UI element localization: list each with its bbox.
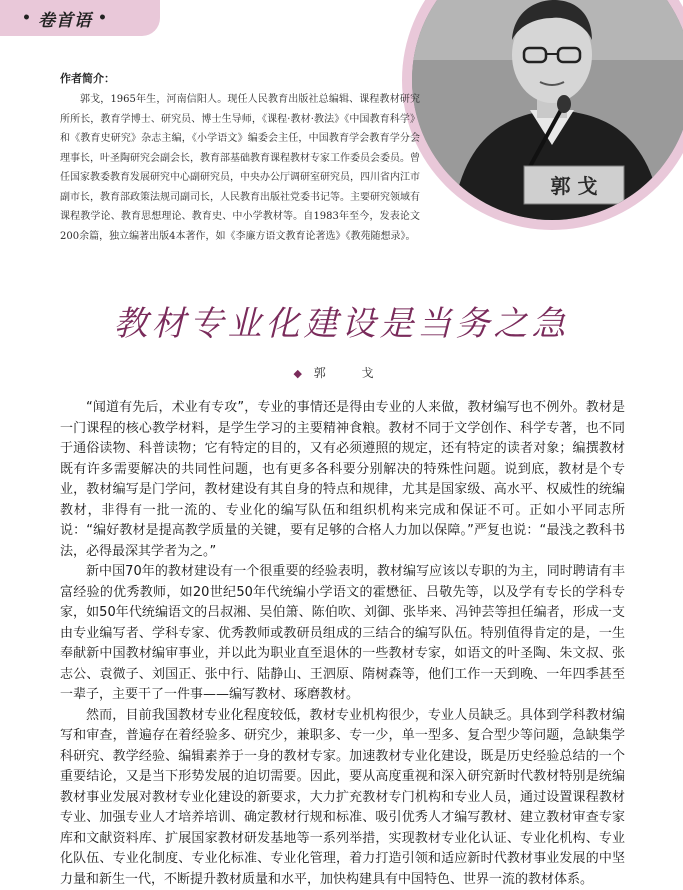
article-body (60, 398, 625, 890)
diamond-icon: ◆ (293, 367, 301, 380)
tag-dot-left: • (22, 10, 32, 26)
nameplate-text: 郭 戈 (551, 174, 598, 198)
paragraph-2: 新中国70年的教材建设有一个很重要的经验表明，教材编写应该以专职的为主，同时聘请有丰富经验的优秀教师，如20世纪50年代统编小学语文的霍懋征、吕敬先等，以及学有专长的学科专家，如50年代统编语文的吕叔湘、吴伯箫、陈伯吹、刘御、张毕来、冯钟芸等担任编者，形成一支由专业编写者、学科专家、优秀教师或教研员组成的三结合的编写队伍。特别值得肯定的是，一生奉献新中国教材编审事业，并以此为职业直至退休的一些教材专家，如语文的叶圣陶、朱文叔、张志公、袁微子、刘国正、张中行、陆静山、王泗原、隋树森等，他们工作一天到晚、一年四季甚至一辈子，主要干了一件事——编写教材、琢磨教材。 (60, 562, 625, 706)
byline (0, 364, 683, 381)
tag-dot-right: • (98, 10, 108, 26)
byline-author: 郭 戈 (314, 366, 390, 380)
paragraph-3: 然而，目前我国教材专业化程度较低，教材专业机构很少，专业人员缺乏。具体到学科教材编写和审查，普遍存在着经验多、研究少，兼职多、专一少，单一型多、复合型少等问题，急缺集学科研究、教学经验、编辑素养于一身的教材专家。加速教材专业化建设，既是历史经验总结的一个重要结论，又是当下形势发展的迫切需要。因此，要从高度重视和深入研究新时代教材特别是统编教材事业发展对教材专业化建设的新要求，大力扩充教材专门机构和专业人员，通过设置课程教材专业、加强专业人才培养培训、确定教材行规和标准、吸引优秀人才编写教材、建立教材审查专家库和文献资料库、扩展国家教材研发基地等一系列举措，实现教材专业化认证、专业化机构、专业化队伍、专业化制度、专业化标准、专业化管理，着力打造引领和适应新时代教材事业发展的中坚力量和新生一代，不断提升教材质量和水平，加快构建具有中国特色、世界一流的教材体系。 (60, 706, 625, 890)
column-tag-label: 卷首语 (38, 6, 92, 31)
author-intro-heading: 作者简介： (60, 70, 115, 86)
paragraph-1: “闻道有先后，术业有专攻”，专业的事情还是得由专业的人来做，教材编写也不例外。教材是一门课程的核心教学材料，是学生学习的主要精神食粮。教材不同于文学创作、科学专著，也不同于通俗读物、科普读物；它有特定的目的，又有必须遵照的规定，还有特定的读者对象；编撰教材既有许多需要解决的共同性问题，也有更多各科要分别解决的特殊性问题。说到底，教材是个专业，教材编写是门学问，教材建设有其自身的特点和规律，尤其是国家级、高水平、权威性的统编教材，非得有一批一流的、专业化的编写队伍和组织机构来完成和保证不可。正如小平同志所说：“编好教材是提高教学质量的关键，要有足够的合格人力加以保障。”严复也说：“最浅之教科书法，必得最深其学者为之。” (60, 398, 625, 562)
column-tag (0, 0, 160, 36)
article-title: 教材专业化建设是当务之急 (0, 296, 683, 345)
author-intro-text: 郭戈，1965年生，河南信阳人。现任人民教育出版社总编辑、课程教材研究所所长，教育学博士、研究员、博士生导师，《课程·教材·教法》《中国教育科学》和《教育史研究》杂志主编，《小学语文》编委会主任，中国教育学会教育学分会理事长，叶圣陶研究会副会长，教育部基础教育课程教材专家工作委员会委员。曾任国家教委教育发展研究中心副研究员，中央办公厅调研室研究员，四川省内江市副市长，教育部政策法规司副司长，人民教育出版社党委书记等。主要研究领域有课程教学论、教育思想理论、教育史、中小学教材等。自1983年至今，发表论文200余篇，独立编著出版4本著作，如《李廉方语文教育论著选》《教苑随想录》。 (60, 90, 420, 246)
